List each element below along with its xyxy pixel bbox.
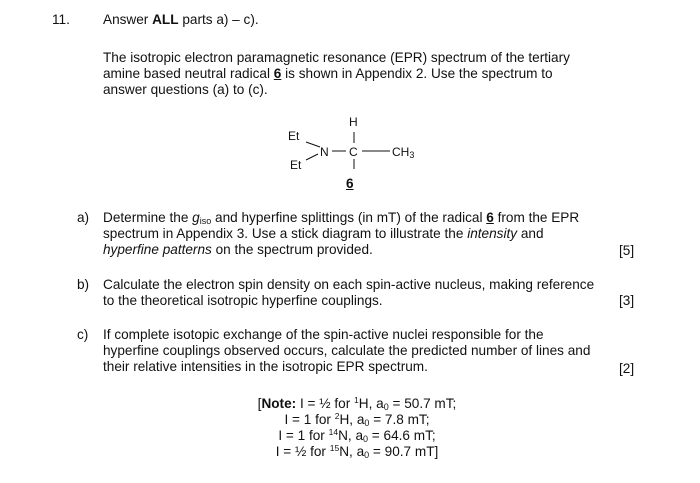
coupling-sub: 0 [364, 450, 370, 460]
radical-ref: 6 [273, 66, 282, 81]
part-b-text: Calculate the electron spin density on each spin-active nucleus, making reference to the theoretical isotropic hyperfine couplings. [103, 277, 595, 308]
part-a-hyperfine: hyperfine patterns [103, 242, 212, 257]
isotope-mass: 14 [328, 427, 339, 437]
atom-methyl [392, 144, 414, 160]
atom-hydrogen: H [349, 115, 358, 129]
question-heading [103, 12, 259, 28]
methyl-main: CH [392, 145, 410, 159]
isotope-mass: 1 [354, 395, 359, 405]
note-open: [ [257, 396, 262, 411]
heading-post: parts a) – c). [178, 12, 259, 27]
isotope-mass: 15 [329, 443, 340, 453]
isotope-mass: 2 [334, 411, 340, 421]
g-sub: iso [199, 216, 212, 226]
part-a-text [103, 210, 603, 258]
chemical-structure [280, 114, 440, 196]
part-c-label: c) [77, 327, 89, 342]
g-symbol: g [192, 210, 200, 225]
coupling-value: = 7.8 mT; [369, 412, 430, 427]
coupling-symbol: a [356, 412, 365, 427]
structure-bonds [280, 114, 440, 196]
part-a-t5: on the spectrum provided. [211, 242, 373, 257]
part-a-t2: and hyperfine splittings (in mT) of the radical [211, 210, 487, 225]
note-label: Note: [261, 396, 297, 411]
spin-value: I = 1 for [284, 412, 335, 427]
note-line-4: I = ½ for $^{15}$N, $a_0 = 90.7$ mT] [275, 443, 439, 460]
coupling-value: = 50.7 mT; [388, 396, 457, 411]
coupling-symbol: a [376, 396, 384, 411]
bond-et-upper [306, 142, 320, 147]
spin-value: I = 1 for [278, 428, 329, 443]
spin-value: I = ½ for [299, 396, 354, 411]
coupling-sub: 0 [383, 402, 389, 412]
question-number: 11. [52, 12, 70, 27]
part-a-marks: [5] [619, 243, 635, 258]
element-symbol: N [339, 444, 350, 459]
coupling-value: = 90.7 mT [369, 444, 435, 459]
spin-value: I = ½ for [275, 444, 330, 459]
coupling-sub: 0 [363, 434, 369, 444]
coupling-sub: 0 [364, 418, 370, 428]
methyl-sub: 3 [409, 150, 415, 160]
part-a-intensity: intensity [467, 226, 518, 241]
note-block [232, 396, 482, 460]
part-a-label: a) [77, 210, 90, 225]
note-line-2: I = 1 for $^2$H, $a_0 = 7.8$ mT; [284, 411, 430, 428]
part-b-marks: [3] [619, 293, 635, 308]
intro-paragraph [103, 50, 593, 98]
intro-pre: The isotropic electron paramagnetic resonance (EPR) spectrum of the tertiary amine based neutral radical [103, 50, 570, 81]
coupling-value: = 64.6 mT; [368, 428, 436, 443]
note-line-1: [Note: I = ½ for $^1$H, $a_0 = 50.7$ mT; [257, 395, 457, 412]
atom-et-upper: Et [288, 129, 300, 143]
structure-label: 6 [346, 176, 354, 191]
part-c-text: If complete isotopic exchange of the spin-active nuclei responsible for the hyperfine couplings observed occurs, calculate the predicted number of lines and their relative intensities in the isotropic EPR spectrum. [103, 327, 591, 374]
element-symbol: H [358, 396, 369, 411]
heading-bold: ALL [152, 12, 179, 27]
atom-et-lower: Et [290, 158, 302, 172]
part-a-t4: and [517, 226, 544, 241]
part-a-radical-ref: 6 [486, 210, 494, 225]
note-close: ] [434, 444, 439, 459]
part-b-label: b) [77, 277, 90, 292]
element-symbol: N [338, 428, 348, 443]
intro-post: is shown in Appendix 2. Use the spectrum to answer questions (a) to (c). [103, 66, 553, 97]
part-a-t1: Determine the [103, 210, 193, 225]
element-symbol: H [339, 412, 350, 427]
atom-carbon: C [349, 145, 358, 159]
coupling-symbol: a [355, 428, 364, 443]
heading-pre: Answer [103, 12, 153, 27]
coupling-symbol: a [356, 444, 365, 459]
bond-et-lower [306, 154, 318, 160]
part-a-t3: from the EPR spectrum in Appendix 3. Use a stick diagram to illustrate the [103, 210, 580, 241]
note-line-3: I = 1 for $^{14}$N, $a_0 = 64.6$ mT; [278, 427, 436, 444]
part-c-marks: [2] [619, 361, 635, 376]
atom-nitrogen: N [320, 145, 329, 159]
